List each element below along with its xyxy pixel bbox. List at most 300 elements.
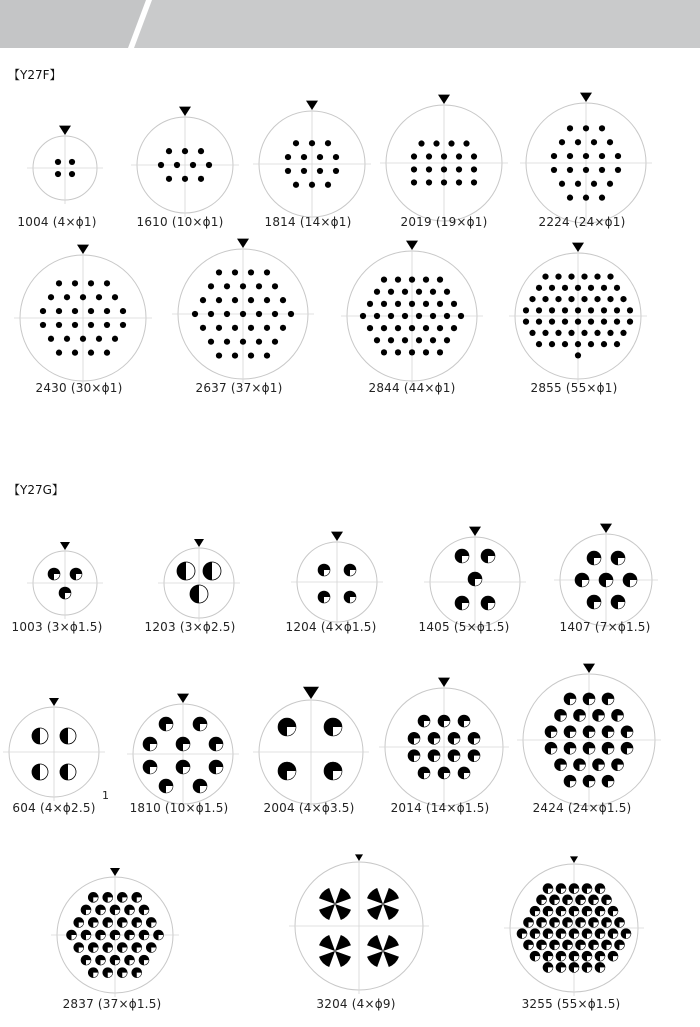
key-marker <box>406 241 418 250</box>
contact-pin <box>559 139 565 145</box>
contact-pin <box>581 273 587 279</box>
contact-pin <box>608 929 618 939</box>
shell-outline <box>430 537 520 627</box>
contact-pin <box>280 325 286 331</box>
contact-pin <box>96 336 102 342</box>
contact-pin <box>125 930 135 940</box>
contact-pin <box>55 159 61 165</box>
contact-pin <box>594 330 600 336</box>
key-marker <box>600 524 612 533</box>
shell-outline <box>259 111 365 217</box>
contact-pin <box>408 732 420 744</box>
contact-pin <box>536 285 542 291</box>
contact-pin <box>317 168 323 174</box>
contact-pin <box>621 742 633 754</box>
contact-pin <box>319 935 351 967</box>
contact-pin <box>575 307 581 313</box>
contact-pin <box>240 339 246 345</box>
connector-code: 1204 <box>285 620 317 634</box>
contact-pin <box>166 148 172 154</box>
connector-spec: (14×ϕ1) <box>299 215 352 229</box>
contact-pin <box>367 935 399 967</box>
contact-pin <box>620 296 626 302</box>
contact-pin <box>611 595 625 609</box>
contact-pin <box>48 568 60 580</box>
contact-pin <box>437 349 443 355</box>
contact-pin <box>112 294 118 300</box>
contact-pin <box>468 750 480 762</box>
contact-pin <box>621 726 633 738</box>
contact-pin <box>627 307 633 313</box>
connector-code: 1203 <box>144 620 176 634</box>
contact-pin <box>602 775 614 787</box>
contact-pin <box>402 313 408 319</box>
contact-pin <box>381 349 387 355</box>
key-marker <box>77 245 89 254</box>
contact-pin <box>418 140 424 146</box>
contact-pin <box>72 322 78 328</box>
contact-pin <box>595 929 605 939</box>
contact-pin <box>582 906 592 916</box>
contact-pin <box>623 573 637 587</box>
connector-caption <box>36 381 123 395</box>
key-marker <box>237 239 249 248</box>
contact-pin <box>190 162 196 168</box>
contact-pin <box>56 322 62 328</box>
connector-spec: (7×ϕ1.5) <box>594 620 651 634</box>
contact-pin <box>132 968 142 978</box>
key-marker <box>194 539 204 547</box>
key-marker <box>572 243 584 252</box>
contact-pin <box>614 341 620 347</box>
contact-pin <box>602 917 612 927</box>
contact-pin <box>536 307 542 313</box>
contact-pin <box>549 307 555 313</box>
contact-pin <box>543 929 553 939</box>
contact-pin <box>395 301 401 307</box>
contact-pin <box>545 726 557 738</box>
connector-code: 2430 <box>35 381 67 395</box>
contact-pin <box>582 951 592 961</box>
contact-pin <box>72 308 78 314</box>
contact-pin <box>418 715 430 727</box>
connector-spec: (5×ϕ1.5) <box>453 620 510 634</box>
contact-pin <box>96 294 102 300</box>
key-marker <box>306 101 318 110</box>
connector-spec: (55×ϕ1.5) <box>556 997 621 1011</box>
contact-pin <box>612 759 624 771</box>
contact-pin <box>574 759 586 771</box>
contact-pin <box>408 750 420 762</box>
contact-pin <box>523 319 529 325</box>
contact-pin <box>402 337 408 343</box>
connector-caption <box>63 997 162 1011</box>
contact-pin <box>272 311 278 317</box>
contact-pin <box>537 917 547 927</box>
contact-pin <box>301 168 307 174</box>
contact-pin <box>110 905 120 915</box>
series-title-y27g: 【Y27G】 <box>8 483 64 497</box>
contact-pin <box>471 153 477 159</box>
contact-pin <box>564 693 576 705</box>
contact-pin <box>69 171 75 177</box>
contact-pin <box>381 277 387 283</box>
contact-pin <box>117 917 127 927</box>
contact-pin <box>426 153 432 159</box>
contact-pin <box>555 330 561 336</box>
shell-outline <box>560 534 652 626</box>
contact-pin <box>103 892 113 902</box>
connector-spec: (10×ϕ1.5) <box>164 801 229 815</box>
contact-pin <box>319 888 351 920</box>
contact-pin <box>216 297 222 303</box>
contact-pin <box>325 182 331 188</box>
key-marker <box>179 107 191 116</box>
key-marker <box>303 687 319 699</box>
contact-pin <box>607 139 613 145</box>
contact-pin <box>104 308 110 314</box>
connector-code: 1610 <box>136 215 168 229</box>
contact-pin <box>583 195 589 201</box>
contact-pin <box>32 764 48 780</box>
contact-pin <box>411 166 417 172</box>
shell-outline <box>33 551 97 615</box>
contact-pin <box>563 940 573 950</box>
contact-pin <box>458 715 470 727</box>
contact-pin <box>430 289 436 295</box>
contact-pin <box>48 294 54 300</box>
contact-pin <box>367 325 373 331</box>
contact-pin <box>562 307 568 313</box>
contact-pin <box>139 905 149 915</box>
key-marker <box>331 532 343 541</box>
contact-pin <box>615 940 625 950</box>
shell-outline <box>137 117 233 213</box>
shell-outline <box>133 704 233 804</box>
contact-pin <box>318 591 330 603</box>
contact-pin <box>103 943 113 953</box>
contact-pin <box>81 955 91 965</box>
contact-pin <box>81 930 91 940</box>
contact-pin <box>451 325 457 331</box>
contact-pin <box>607 296 613 302</box>
contact-pin <box>456 153 462 159</box>
contact-pin <box>564 775 576 787</box>
contact-pin <box>278 718 296 736</box>
contact-pin <box>176 760 190 774</box>
contact-pin <box>433 140 439 146</box>
contact-pin <box>583 693 595 705</box>
contact-pin <box>583 153 589 159</box>
contact-pin <box>139 930 149 940</box>
contact-pin <box>481 549 495 563</box>
contact-pin <box>132 943 142 953</box>
contact-pin <box>530 951 540 961</box>
shell-outline <box>20 255 146 381</box>
contact-pin <box>576 940 586 950</box>
contact-pin <box>456 179 462 185</box>
contact-pin <box>117 968 127 978</box>
shell-outline <box>178 249 308 379</box>
contact-pin <box>232 297 238 303</box>
connector-code: 2844 <box>368 381 400 395</box>
contact-pin <box>426 179 432 185</box>
connector-caption <box>418 620 509 634</box>
contact-pin <box>272 283 278 289</box>
contact-pin <box>193 779 207 793</box>
connector-caption <box>11 620 102 634</box>
contact-pin <box>536 319 542 325</box>
contact-pin <box>530 929 540 939</box>
contact-pin <box>549 285 555 291</box>
contact-pin <box>550 895 560 905</box>
contact-pin <box>60 764 76 780</box>
connector-caption <box>539 215 626 229</box>
contact-pin <box>232 352 238 358</box>
contact-pin <box>567 195 573 201</box>
contact-pin <box>575 341 581 347</box>
contact-pin <box>556 884 566 894</box>
contact-pin <box>248 325 254 331</box>
contact-pin <box>88 892 98 902</box>
connector-caption <box>196 381 283 395</box>
connector-spec: (24×ϕ1) <box>573 215 626 229</box>
connector-spec: (4×ϕ9) <box>351 997 396 1011</box>
connector-caption <box>265 215 352 229</box>
contact-pin <box>576 917 586 927</box>
contact-pin <box>549 341 555 347</box>
contact-pin <box>458 313 464 319</box>
contact-pin <box>325 140 331 146</box>
contact-pin <box>80 294 86 300</box>
contact-pin <box>588 341 594 347</box>
contact-pin <box>537 940 547 950</box>
contact-pin <box>224 311 230 317</box>
contact-pin <box>438 715 450 727</box>
shell-outline <box>526 103 646 223</box>
connector-code: 2637 <box>195 381 227 395</box>
contact-pin <box>224 283 230 289</box>
connector-spec: (44×ϕ1) <box>403 381 456 395</box>
contact-pin <box>602 940 612 950</box>
connector-spec: (37×ϕ1) <box>230 381 283 395</box>
contact-pin <box>576 895 586 905</box>
contact-pin <box>556 962 566 972</box>
connector-caption <box>533 801 632 815</box>
contact-pin <box>582 962 592 972</box>
connector-caption <box>559 620 650 634</box>
contact-pin <box>530 906 540 916</box>
contact-pin <box>374 313 380 319</box>
contact-pin <box>272 339 278 345</box>
contact-pin <box>481 596 495 610</box>
connector-caption <box>144 620 235 634</box>
contact-pin <box>595 962 605 972</box>
contact-pin <box>88 917 98 927</box>
contact-pin <box>193 717 207 731</box>
contact-pin <box>455 596 469 610</box>
contact-pin <box>444 313 450 319</box>
contact-pin <box>80 336 86 342</box>
connector-spec: (10×ϕ1) <box>171 215 224 229</box>
key-marker <box>60 542 70 550</box>
contact-pin <box>317 154 323 160</box>
contact-pin <box>563 895 573 905</box>
contact-pin <box>551 167 557 173</box>
connector-caption <box>285 620 376 634</box>
connector-code: 1407 <box>559 620 591 634</box>
contact-pin <box>602 726 614 738</box>
contact-pin <box>601 341 607 347</box>
contact-pin <box>40 308 46 314</box>
shell-outline <box>164 548 234 618</box>
contact-pin <box>143 737 157 751</box>
series-title-y27f: 【Y27F】 <box>8 68 62 82</box>
contact-pin <box>143 760 157 774</box>
contact-pin <box>441 166 447 172</box>
key-marker <box>177 694 189 703</box>
contact-pin <box>574 709 586 721</box>
contact-pin <box>615 917 625 927</box>
contact-pin <box>471 166 477 172</box>
contact-pin <box>416 313 422 319</box>
contact-pin <box>569 951 579 961</box>
connector-spec: (4×ϕ1.5) <box>320 620 377 634</box>
contact-pin <box>224 339 230 345</box>
contact-pin <box>423 325 429 331</box>
contact-pin <box>588 285 594 291</box>
contact-pin <box>285 154 291 160</box>
contact-pin <box>599 167 605 173</box>
contact-pin <box>206 162 212 168</box>
contact-pin <box>70 568 82 580</box>
contact-pin <box>575 352 581 358</box>
contact-pin <box>248 352 254 358</box>
contact-pin <box>426 166 432 172</box>
contact-pin <box>458 767 470 779</box>
contact-pin <box>441 153 447 159</box>
contact-pin <box>620 330 626 336</box>
contact-pin <box>103 917 113 927</box>
shell-outline <box>297 542 377 622</box>
connector-spec: (3×ϕ2.5) <box>179 620 236 634</box>
contact-pin <box>575 181 581 187</box>
contact-pin <box>562 319 568 325</box>
contact-pin <box>176 737 190 751</box>
contact-pin <box>456 166 462 172</box>
contact-pin <box>595 906 605 916</box>
contact-pin <box>602 693 614 705</box>
contact-pin <box>595 951 605 961</box>
contact-pin <box>117 892 127 902</box>
connector-caption <box>130 801 229 815</box>
contact-pin <box>423 301 429 307</box>
contact-pin <box>583 726 595 738</box>
contact-pin <box>524 917 534 927</box>
stray-mark: 1 <box>102 789 109 802</box>
contact-pin <box>599 573 613 587</box>
contact-pin <box>256 339 262 345</box>
shell-outline <box>57 877 173 993</box>
shell-outline <box>523 674 655 806</box>
contact-pin <box>615 153 621 159</box>
contact-pin <box>583 125 589 131</box>
connector-code: 1004 <box>17 215 49 229</box>
contact-pin <box>256 311 262 317</box>
contact-pin <box>72 280 78 286</box>
contact-pin <box>587 551 601 565</box>
contact-pin <box>125 905 135 915</box>
contact-pin <box>418 767 430 779</box>
contact-pin <box>568 296 574 302</box>
contact-pin <box>575 319 581 325</box>
contact-pin <box>125 955 135 965</box>
contact-pin <box>139 955 149 965</box>
connector-code: 2424 <box>532 801 564 815</box>
contact-pin <box>240 311 246 317</box>
contact-pin <box>56 308 62 314</box>
contact-pin <box>333 168 339 174</box>
contact-pin <box>360 313 366 319</box>
contact-pin <box>146 943 156 953</box>
contact-pin <box>614 307 620 313</box>
contact-pin <box>581 296 587 302</box>
contact-pin <box>555 273 561 279</box>
contact-pin <box>209 737 223 751</box>
contact-pin <box>468 732 480 744</box>
contact-pin <box>602 895 612 905</box>
contact-pin <box>448 140 454 146</box>
contact-pin <box>409 301 415 307</box>
contact-pin <box>423 277 429 283</box>
contact-pin <box>198 176 204 182</box>
key-marker <box>59 126 71 135</box>
contact-pin <box>593 759 605 771</box>
connector-code: 1003 <box>11 620 43 634</box>
contact-pin <box>591 181 597 187</box>
contact-pin <box>192 311 198 317</box>
contact-pin <box>264 352 270 358</box>
shell-outline <box>347 251 477 381</box>
contact-pin <box>411 179 417 185</box>
connector-code: 1405 <box>418 620 450 634</box>
contact-pin <box>374 289 380 295</box>
contact-pin <box>264 269 270 275</box>
shell-outline <box>259 700 363 804</box>
contact-pin <box>381 325 387 331</box>
contact-pin <box>594 273 600 279</box>
contact-pin <box>48 336 54 342</box>
contact-pin <box>174 162 180 168</box>
contact-pin <box>550 917 560 927</box>
connector-caption <box>522 997 621 1011</box>
contact-pin <box>104 350 110 356</box>
contact-pin <box>621 929 631 939</box>
contact-pin <box>264 297 270 303</box>
contact-pin <box>67 930 77 940</box>
connector-caption <box>369 381 456 395</box>
contact-pin <box>88 308 94 314</box>
contact-pin <box>293 182 299 188</box>
connector-code: 2837 <box>62 997 94 1011</box>
contact-pin <box>177 562 195 580</box>
contact-pin <box>88 350 94 356</box>
contact-pin <box>190 585 208 603</box>
shell-outline <box>33 136 97 200</box>
contact-pin <box>564 726 576 738</box>
contact-pin <box>599 125 605 131</box>
contact-pin <box>451 301 457 307</box>
